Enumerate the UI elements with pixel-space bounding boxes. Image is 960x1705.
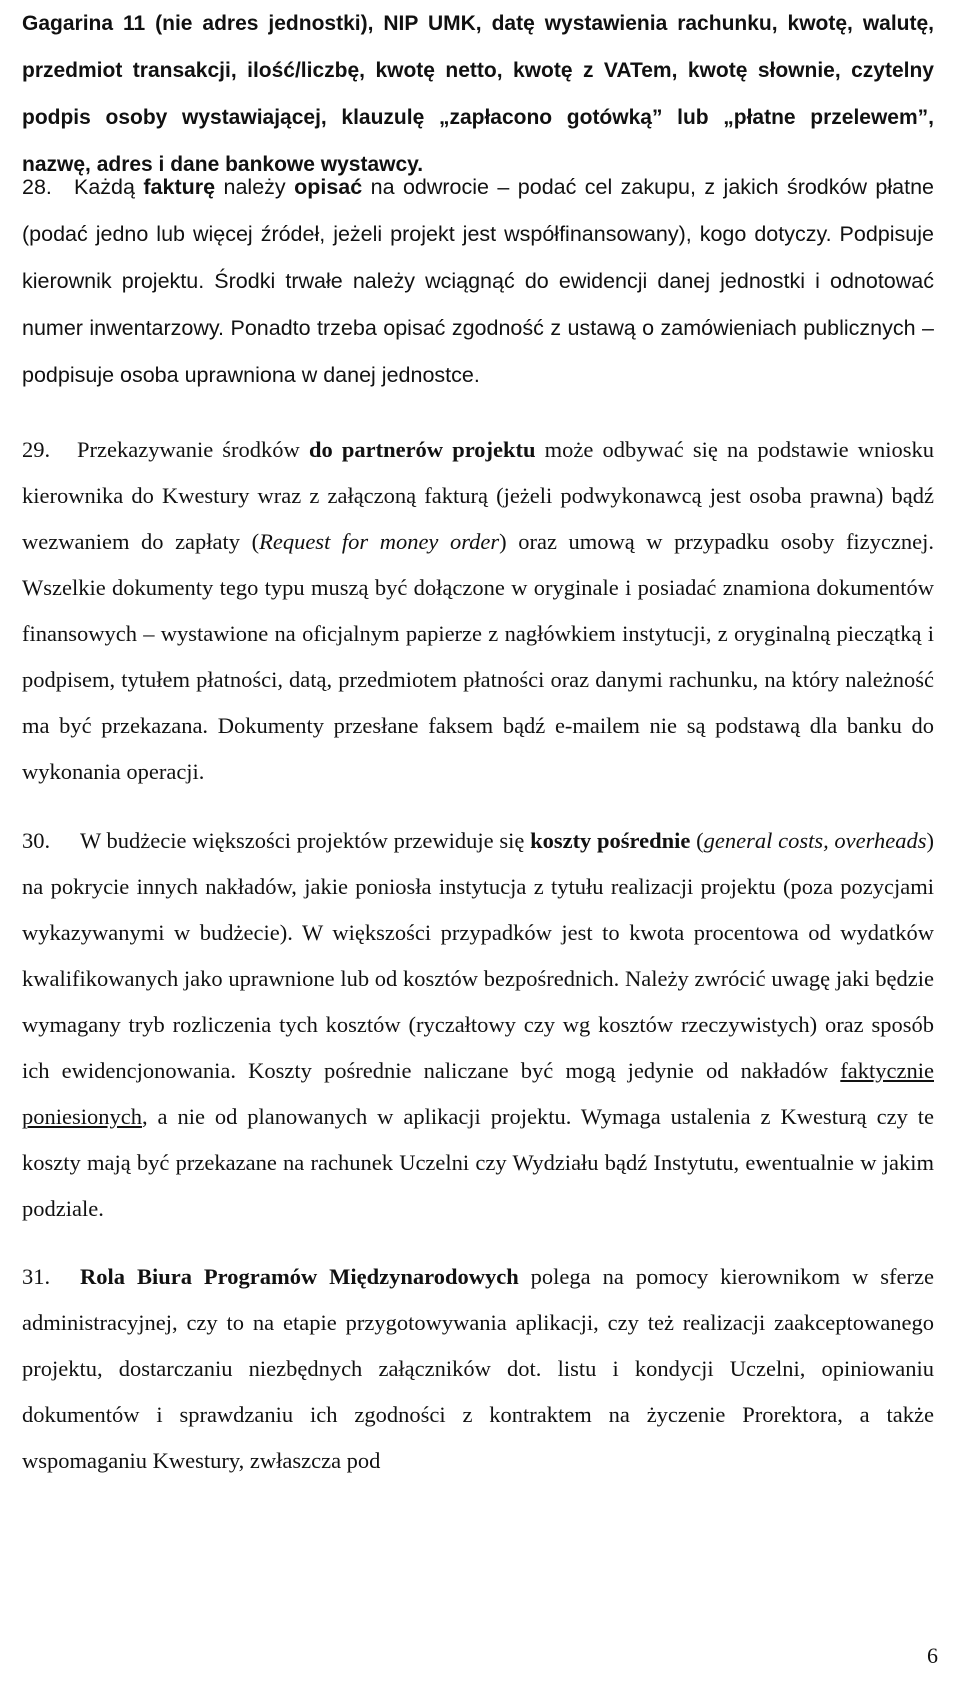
- paragraph-30: [22, 818, 934, 1232]
- text-run: może odbywać się na podstawie wniosku kierownika do Kwestury wraz z załączoną fakturą (jeżeli podwykonawcą jest osoba prawna) bądź wezwaniem do zapłaty (: [22, 437, 934, 554]
- text-run: (: [690, 828, 704, 853]
- text-run: na odwrocie – podać cel zakupu, z jakich środków płatne (podać jedno lub więcej źródeł, jeżeli projekt jest współfinansowany), kogo dotyczy. Podpisuje kierownik projektu. Środki trwałe należy wciągnąć do ewidencji danej jednostki i odnotować numer inwentarzowy. Ponadto trzeba opisać zgodność z ustawą o zamówieniach publicznych – podpisuje osoba uprawniona w danej jednostce.: [22, 175, 934, 387]
- paragraph-number: 31.: [22, 1264, 51, 1289]
- paragraph-29: [22, 427, 934, 795]
- text-run: ) oraz umową w przypadku osoby fizycznej. Wszelkie dokumenty tego typu muszą być dołączone w oryginale i posiadać znamiona dokumentów finansowych – wystawione na oficjalnym papierze z nagłówkiem instytucji, z oryginalną pieczątką i podpisem, tytułem płatności, datą, przedmiotem płatności oraz danymi rachunku, na który należność ma być przekazana. Dokumenty przesłane faksem bądź e-mailem nie są podstawą dla banku do wykonania operacji.: [22, 529, 935, 784]
- paragraph-text: Gagarina 11 (nie adres jednostki), NIP UMK, datę wystawienia rachunku, kwotę, walutę, przedmiot transakcji, ilość/liczbę, kwotę netto, kwotę z VATem, kwotę słownie, czytelny podpis osoby wystawiającej, klauzulę „zapłacono gotówką” lub „płatne przelewem”, nazwę, adres i dane bankowe wystawcy.: [22, 12, 934, 176]
- bold-text-run: koszty pośrednie: [530, 828, 691, 853]
- bold-text-run: fakturę: [143, 175, 216, 199]
- bold-text-run: Rola Biura Programów Międzynarodowych: [80, 1264, 519, 1289]
- text-run: polega na pomocy kierownikom w sferze administracyjnej, czy to na etapie przygotowywania aplikacji, czy też realizacji zaakceptowanego projektu, dostarczaniu niezbędnych załączników dot. listu i kondycji Uczelni, opiniowaniu dokumentów i sprawdzaniu ich zgodności z kontraktem na życzenie Prorektora, a także wspomaganiu Kwestury, zwłaszcza pod: [22, 1264, 934, 1473]
- text-run: Każdą: [74, 175, 144, 199]
- underlined-text-run: faktycznie poniesionych: [22, 1058, 934, 1129]
- paragraph-28: [22, 164, 934, 399]
- paragraph-27-continuation: [22, 0, 934, 188]
- paragraph-number: 29.: [22, 437, 51, 462]
- italic-text-run: Request for money order: [259, 529, 500, 554]
- text-run: Przekazywanie środków: [77, 437, 309, 462]
- text-run: W budżecie większości projektów przewiduje się: [80, 828, 531, 853]
- paragraph-number: 28.: [22, 175, 52, 199]
- paragraph-31: [22, 1254, 934, 1484]
- text-run: należy: [215, 175, 295, 199]
- text-run: ) na pokrycie innych nakładów, jakie poniosła instytucja z tytułu realizacji projektu (poza pozycjami wykazywanymi w budżecie). W większości przypadków jest to kwota procentowa od wydatków kwalifikowanych jako uprawnione lub od kosztów bezpośrednich. Należy zwrócić uwagę jaki będzie wymagany tryb rozliczenia tych kosztów (ryczałtowy czy wg kosztów rzeczywistych) oraz sposób ich ewidencjonowania. Koszty pośrednie naliczane być mogą jedynie od nakładów: [22, 828, 935, 1083]
- bold-text-run: opisać: [294, 175, 363, 199]
- paragraph-number: 30.: [22, 828, 51, 853]
- italic-text-run: general costs, overheads: [703, 828, 927, 853]
- text-run: , a nie od planowanych w aplikacji projektu. Wymaga ustalenia z Kwesturą czy te koszty mają być przekazane na rachunek Uczelni czy Wydziału bądź Instytutu, ewentualnie w jakim podziale.: [22, 1104, 934, 1221]
- bold-text-run: do partnerów projektu: [308, 437, 536, 462]
- page-number: 6: [927, 1643, 938, 1668]
